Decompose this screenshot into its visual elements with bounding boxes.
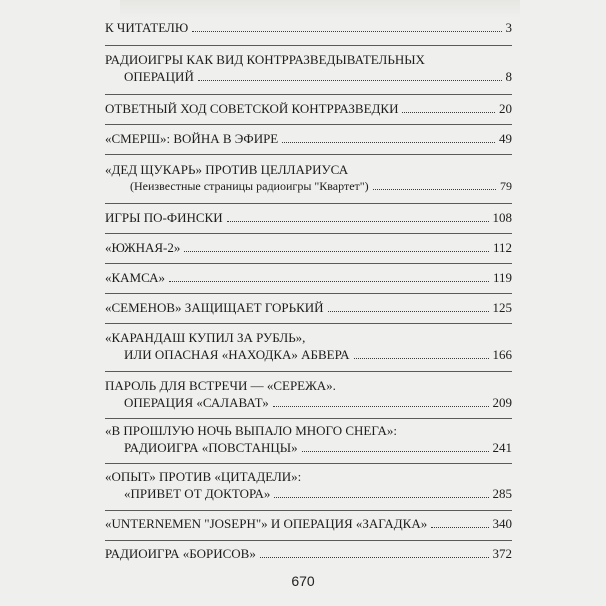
toc-entry — [105, 422, 512, 456]
toc-entry-title: «В ПРОШЛУЮ НОЧЬ ВЫПАЛО МНОГО СНЕГА»: — [105, 423, 397, 438]
toc-entry — [105, 377, 512, 411]
toc-entry-page: 8 — [505, 69, 512, 84]
divider — [105, 293, 512, 294]
toc-entry-title: «КАМСА» — [105, 270, 166, 285]
dot-leader — [373, 189, 496, 190]
divider — [105, 233, 512, 234]
toc-entry — [105, 299, 512, 316]
page-number: 670 — [291, 573, 315, 589]
toc-entry-title: «СЕМЕНОВ» ЗАЩИЩАЕТ ГОРЬКИЙ — [105, 300, 324, 315]
toc-entry-title: ОТВЕТНЫЙ ХОД СОВЕТСКОЙ КОНТРРАЗВЕДКИ — [105, 101, 399, 116]
toc-entry-title-cont: «ПРИВЕТ ОТ ДОКТОРА» — [124, 486, 271, 501]
toc-entry-page: 372 — [492, 546, 512, 561]
divider — [105, 154, 512, 155]
dot-leader — [260, 557, 489, 558]
toc-entry — [105, 130, 512, 147]
toc-entry — [105, 545, 512, 562]
dot-leader — [431, 527, 488, 528]
divider — [105, 203, 512, 204]
toc-entry-title-cont: ОПЕРАЦИЯ «САЛАВАТ» — [124, 395, 269, 410]
toc-entry — [105, 468, 512, 502]
toc-entry-page: 49 — [499, 131, 512, 146]
toc-entry-title: «ОПЫТ» ПРОТИВ «ЦИТАДЕЛИ»: — [105, 469, 302, 484]
toc-entry — [105, 239, 512, 256]
dot-leader — [274, 497, 488, 498]
toc-entry-title-cont: РАДИОИГРА «ПОВСТАНЦЫ» — [124, 440, 298, 455]
divider — [105, 463, 512, 464]
table-of-contents — [105, 0, 512, 606]
divider — [105, 94, 512, 95]
toc-entry — [105, 100, 512, 117]
toc-entry-title: «ЮЖНАЯ-2» — [105, 240, 181, 255]
dot-leader — [184, 251, 489, 252]
toc-entry-page: 3 — [505, 20, 512, 35]
dot-leader — [273, 406, 489, 407]
toc-entry — [105, 51, 512, 85]
toc-entry — [105, 515, 512, 532]
dot-leader — [354, 358, 489, 359]
toc-entry-page: 285 — [492, 486, 512, 501]
toc-entry-page: 241 — [492, 440, 512, 455]
dot-leader — [169, 281, 489, 282]
toc-entry-title: «СМЕРШ»: ВОЙНА В ЭФИРЕ — [105, 131, 279, 146]
toc-entry-page: 125 — [492, 300, 512, 315]
toc-entry-title-cont: (Неизвестные страницы радиоигры "Квартет") — [130, 179, 369, 193]
toc-entry-page: 119 — [492, 270, 512, 285]
dot-leader — [227, 221, 489, 222]
dot-leader — [282, 142, 495, 143]
divider — [105, 540, 512, 541]
toc-entry-page: 340 — [492, 516, 512, 531]
toc-entry — [105, 269, 512, 286]
toc-entry-title-cont: ОПЕРАЦИЙ — [124, 69, 194, 84]
toc-entry-title: РАДИОИГРЫ КАК ВИД КОНТРРАЗВЕДЫВАТЕЛЬНЫХ — [105, 52, 425, 67]
dot-leader — [402, 112, 495, 113]
divider — [105, 510, 512, 511]
divider — [105, 371, 512, 372]
divider — [105, 263, 512, 264]
divider — [105, 124, 512, 125]
toc-entry-title: ПАРОЛЬ ДЛЯ ВСТРЕЧИ — «СЕРЕЖА». — [105, 378, 336, 393]
toc-entry-page: 209 — [492, 395, 512, 410]
toc-entry-title: РАДИОИГРА «БОРИСОВ» — [105, 546, 256, 561]
toc-entry-title: «КАРАНДАШ КУПИЛ ЗА РУБЛЬ», — [105, 330, 306, 345]
divider — [105, 323, 512, 324]
divider — [105, 418, 512, 419]
toc-entry-title: «ДЕД ЩУКАРЬ» ПРОТИВ ЦЕЛЛАРИУСА — [105, 162, 349, 177]
dot-leader — [328, 311, 489, 312]
dot-leader — [192, 31, 501, 32]
dot-leader — [198, 80, 502, 81]
toc-entry — [105, 329, 512, 363]
toc-entry-page: 166 — [492, 347, 512, 362]
toc-entry-title-cont: ИЛИ ОПАСНАЯ «НАХОДКА» АБВЕРА — [124, 347, 350, 362]
toc-entry — [105, 209, 512, 226]
toc-entry — [105, 19, 512, 36]
dot-leader — [302, 451, 489, 452]
toc-entry-title: «UNTERNEMEN "JOSEPH"» И ОПЕРАЦИЯ «ЗАГАДКА» — [105, 516, 428, 531]
toc-entry-title: ИГРЫ ПО-ФИНСКИ — [105, 210, 223, 225]
toc-entry-page: 108 — [492, 210, 512, 225]
toc-entry-title: К ЧИТАТЕЛЮ — [105, 20, 189, 35]
toc-entry-page: 79 — [500, 179, 512, 193]
toc-entry — [105, 161, 512, 195]
toc-entry-page: 20 — [499, 101, 512, 116]
divider — [105, 45, 512, 46]
toc-entry-page: 112 — [492, 240, 512, 255]
